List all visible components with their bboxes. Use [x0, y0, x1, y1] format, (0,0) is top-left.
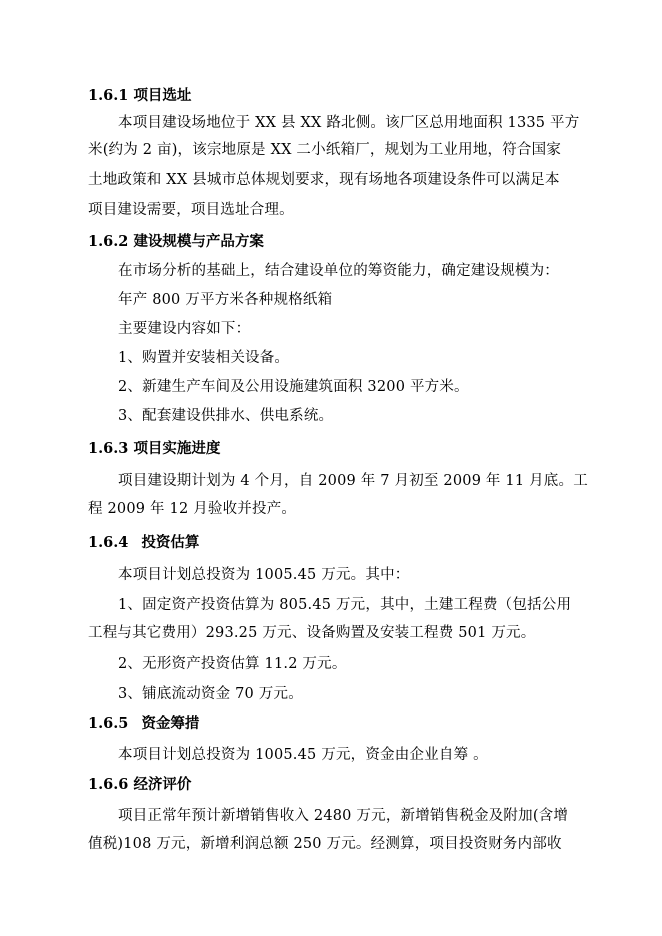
paragraph-line: 本项目计划总投资为 1005.45 万元，资金由企业自筹 。: [118, 747, 488, 763]
paragraph-line: 程 2009 年 12 月验收并投产。: [88, 501, 297, 517]
heading-title: 项目选址: [133, 88, 192, 104]
paragraph-line: 项目建设期计划为 4 个月，自 2009 年 7 月初至 2009 年 11 月底。工: [118, 473, 588, 489]
section-heading-1-6-2: [88, 231, 264, 253]
heading-title: 项目实施进度: [133, 441, 221, 457]
heading-number: 1.6.6: [88, 776, 129, 793]
section-heading-1-6-3: [88, 438, 220, 460]
paragraph-line: 米(约为 2 亩)，该宗地原是 XX 二小纸箱厂，规划为工业用地，符合国家: [88, 142, 562, 158]
heading-number: 1.6.1: [88, 87, 129, 104]
paragraph-line: 主要建设内容如下：: [118, 321, 251, 337]
heading-title: 资金筹措: [141, 716, 200, 732]
paragraph-line: 项目建设需要，项目选址合理。: [88, 202, 294, 218]
heading-title: 经济评价: [133, 777, 192, 793]
list-item: 3、铺底流动资金 70 万元。: [118, 686, 303, 702]
section-heading-1-6-5: [88, 713, 199, 735]
heading-number: 1.6.5: [88, 715, 129, 732]
list-item: 3、配套建设供排水、供电系统。: [118, 408, 334, 424]
paragraph-line: 土地政策和 XX 县城市总体规划要求，现有场地各项建设条件可以满足本: [88, 172, 560, 188]
heading-number: 1.6.4: [88, 534, 129, 551]
section-heading-1-6-1: [88, 85, 191, 107]
paragraph-line: 年产 800 万平方米各种规格纸箱: [118, 292, 333, 308]
paragraph-line: 本项目建设场地位于 XX 县 XX 路北侧。该厂区总用地面积 1335 平方: [118, 115, 580, 131]
list-item: 2、新建生产车间及公用设施建筑面积 3200 平方米。: [118, 379, 469, 395]
paragraph-line: 项目正常年预计新增销售收入 2480 万元，新增销售税金及附加(含增: [118, 808, 569, 824]
section-heading-1-6-6: [88, 774, 191, 796]
list-item: 1、固定资产投资估算为 805.45 万元，其中，土建工程费（包括公用: [118, 597, 572, 613]
heading-title: 建设规模与产品方案: [133, 234, 264, 250]
heading-number: 1.6.3: [88, 440, 129, 457]
list-item: 2、无形资产投资估算 11.2 万元。: [118, 656, 347, 672]
paragraph-line: 在市场分析的基础上，结合建设单位的筹资能力，确定建设规模为：: [118, 263, 559, 279]
paragraph-line: 值税)108 万元，新增利润总额 250 万元。经测算，项目投资财务内部收: [88, 836, 562, 852]
section-heading-1-6-4: [88, 532, 199, 554]
heading-title: 投资估算: [141, 535, 200, 551]
paragraph-line: 工程与其它费用）293.25 万元、设备购置及安装工程费 501 万元。: [88, 625, 536, 641]
heading-number: 1.6.2: [88, 233, 129, 250]
paragraph-line: 本项目计划总投资为 1005.45 万元。其中：: [118, 567, 410, 583]
list-item: 1、购置并安装相关设备。: [118, 350, 290, 366]
